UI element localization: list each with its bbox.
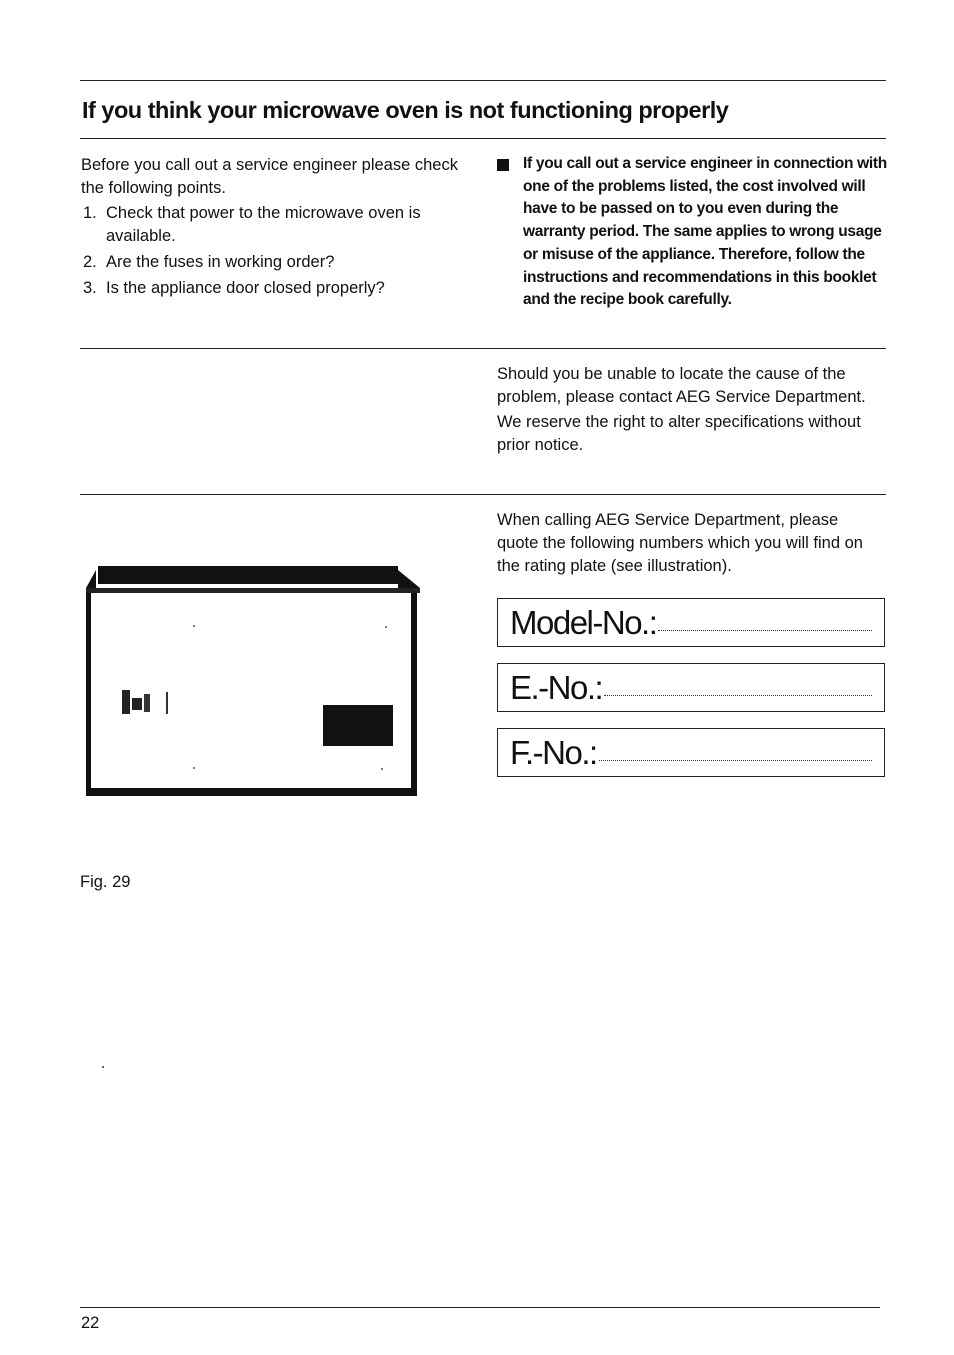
print-speck — [102, 1066, 104, 1068]
figure-caption: Fig. 29 — [80, 873, 131, 891]
model-number-field — [497, 598, 885, 647]
checklist-item — [81, 202, 476, 248]
plate-label: F.-No.: — [510, 734, 597, 771]
checklist — [81, 202, 476, 303]
top-rule — [80, 80, 886, 81]
calling-paragraph: When calling AEG Service Department, please quote the following numbers which you will find on the rating plate (see illustration). — [497, 511, 863, 575]
checklist-number: 2. — [83, 253, 97, 271]
section-rule-2 — [80, 494, 886, 495]
specifications-notice: We reserve the right to alter specifications without prior notice. — [497, 413, 861, 454]
e-number-field — [497, 663, 885, 712]
checklist-number: 1. — [83, 204, 97, 222]
microwave-oven-icon — [86, 566, 420, 797]
microwave-rating-plate-illustration — [82, 562, 422, 802]
warranty-warning: If you call out a service engineer in connection with one of the problems listed, the cost involved will have to be passed on to you even during the warranty period. The same applies to wrong usage or misuse of the appliance. Therefore, follow the instructions and recommendations in this booklet and the recipe book carefully. — [523, 155, 887, 309]
page-title: If you think your microwave oven is not functioning properly — [82, 97, 729, 123]
dotted-line — [604, 695, 872, 696]
checklist-text: Are the fuses in working order? — [106, 253, 335, 271]
section-rule-1 — [80, 348, 886, 349]
page-number: 22 — [81, 1314, 100, 1332]
plate-label: E.-No.: — [510, 669, 603, 706]
contact-paragraph: Should you be unable to locate the cause of the problem, please contact AEG Service Department. — [497, 365, 866, 406]
plate-label: Model-No.: — [510, 604, 657, 641]
checklist-item — [81, 251, 476, 274]
contact-section — [497, 363, 877, 459]
checklist-text: Is the appliance door closed properly? — [106, 279, 385, 297]
intro-text: Before you call out a service engineer please check the following points. — [81, 156, 458, 197]
footer-rule — [80, 1307, 880, 1308]
f-number-field — [497, 728, 885, 777]
dotted-line — [599, 760, 872, 761]
checklist-number: 3. — [83, 279, 97, 297]
checklist-text: Check that power to the microwave oven is available. — [106, 204, 421, 245]
calling-instructions — [497, 509, 882, 580]
title-underline — [80, 138, 886, 139]
square-bullet-icon — [497, 159, 509, 171]
checklist-item — [81, 277, 476, 300]
dotted-line — [658, 630, 872, 631]
